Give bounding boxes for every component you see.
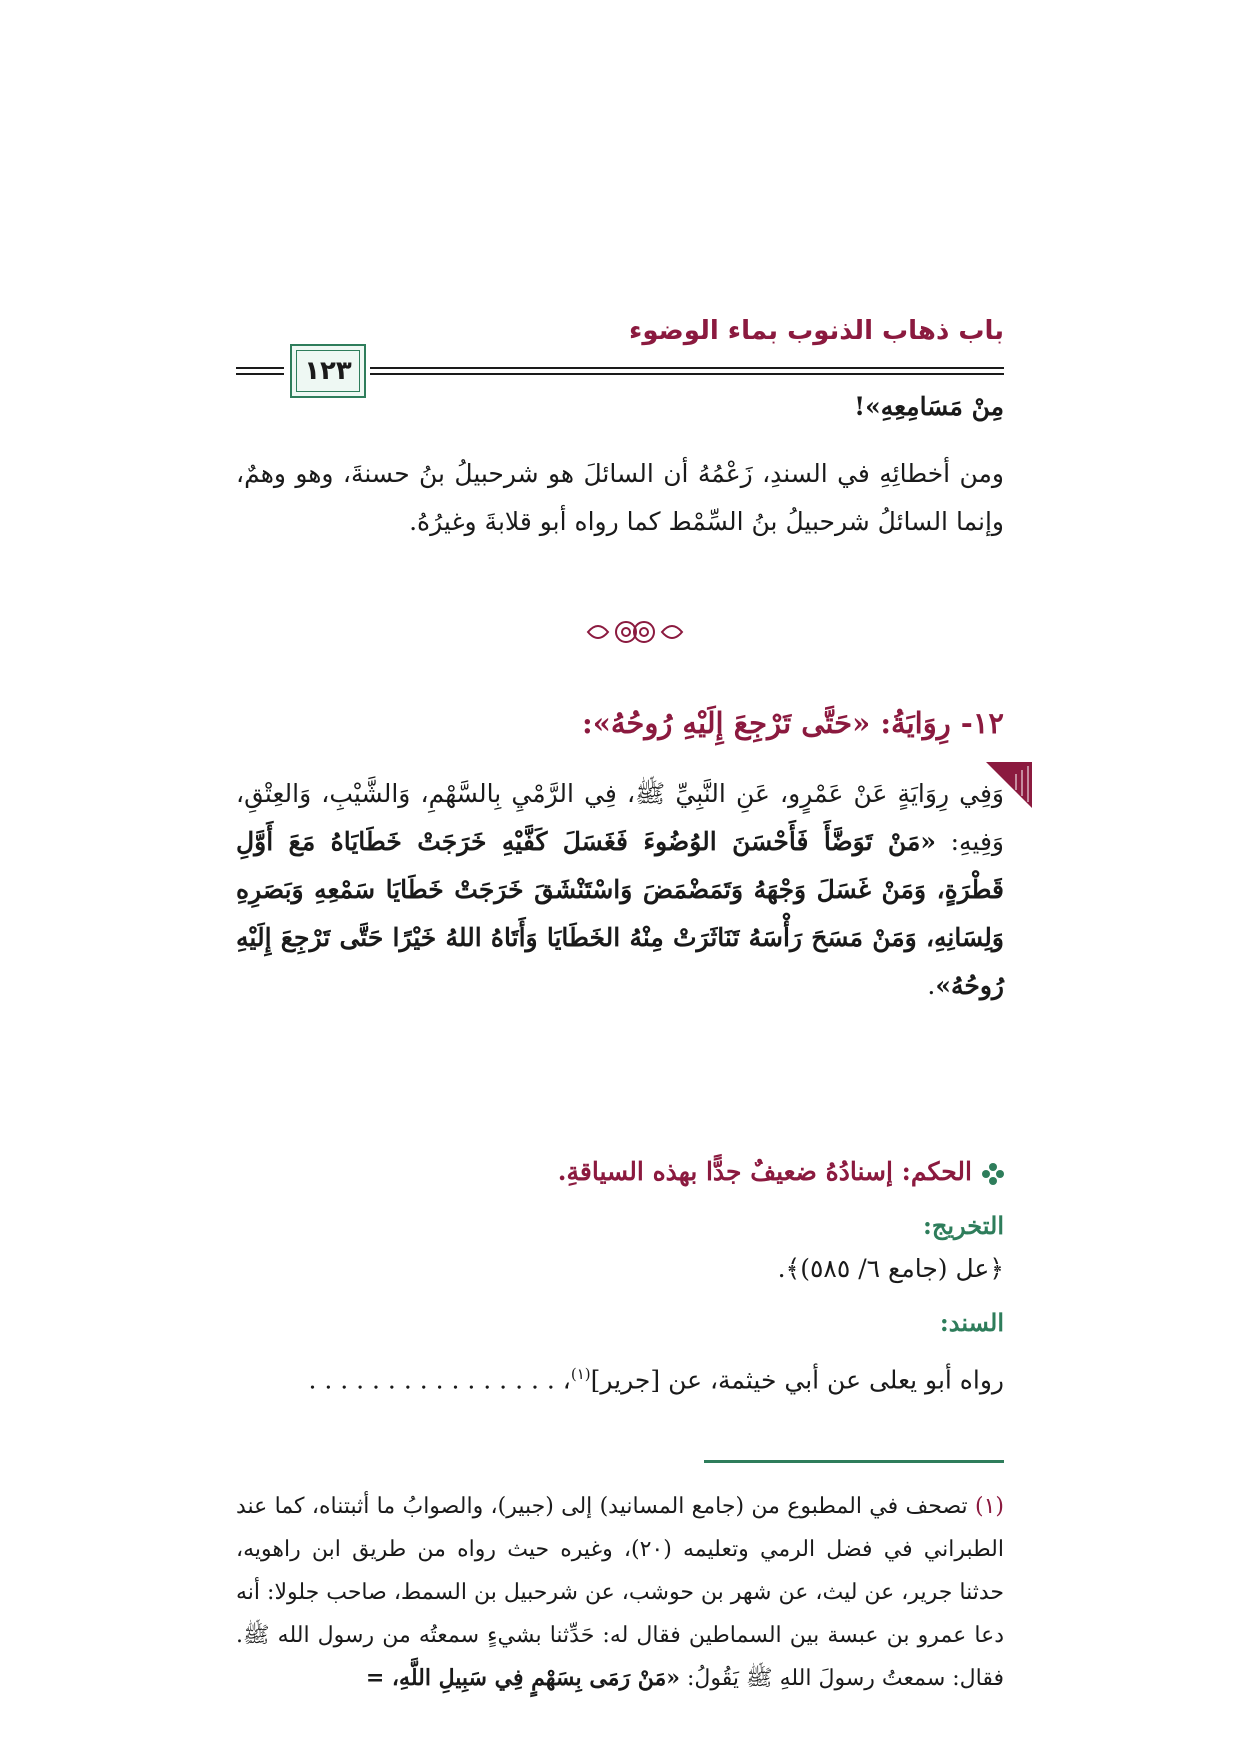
sanad-label: السند: (939, 1308, 1004, 1337)
page-number: ١٢٣ (304, 356, 352, 386)
takhrij-text: ﴿عل (جامع ٦/ ٥٨٥)﴾. (777, 1254, 1004, 1283)
sanad-dots: ، . . . . . . . . . . . . . . . . (308, 1365, 571, 1395)
hadith-quote (236, 770, 1004, 1010)
ornament-divider-icon (580, 612, 690, 652)
footnote-ref[interactable]: (١) (570, 1365, 591, 1383)
header-rule-right (370, 367, 1004, 377)
section-heading: ١٢- رِوَايَةُ: «حَتَّى تَرْجِعَ إِلَيْهِ رُوحُهُ»: (582, 706, 1004, 740)
quote-intro: وَفِي رِوَايَةٍ عَنْ عَمْرٍو، عَنِ النَّبِيِّ ﷺ، فِي الرَّمْيِ بِالسَّهْمِ، وَالشَّيْبِ، وَالعِتْقِ، وَفِيهِ: (236, 779, 1004, 856)
quote-matn: «مَنْ تَوَضَّأَ فَأَحْسَنَ الوُضُوءَ فَغَسَلَ كَفَّيْهِ خَرَجَتْ خَطَايَاهُ مَعَ أَوَّلِ قَطْرَةٍ، وَمَنْ غَسَلَ وَجْهَهُ وَتَمَضْمَضَ وَاسْتَنْشَقَ خَرَجَتْ خَطَايَا سَمْعِهِ وَبَصَرِهِ وَلِسَانِهِ، وَمَنْ مَسَحَ رَأْسَهُ تَنَاثَرَتْ مِنْهُ الخَطَايَا وَأَتَاهُ اللهُ خَيْرًا حَتَّى تَرْجِعَ إِلَيْهِ رُوحُهُ» (236, 827, 1004, 1000)
ruling-line (558, 1157, 1004, 1186)
sanad-text: رواه أبو يعلى عن أبي خيثمة، عن [جرير] (590, 1365, 1004, 1395)
footnote-quote: «مَنْ رَمَى بِسَهْمٍ فِي سَبِيلِ اللَّهِ، = (365, 1665, 681, 1691)
ruling-label: الحكم: (901, 1157, 972, 1186)
footnote-separator (704, 1460, 1004, 1463)
footnote-number: (١) (974, 1494, 1004, 1519)
ruling-text: إسنادُهُ ضعيفٌ جدًّا بهذه السياقةِ. (557, 1157, 893, 1186)
continuation-line: مِنْ مَسَامِعِهِ»! (854, 392, 1004, 421)
header-rule-left (236, 367, 284, 377)
flower-icon (982, 1163, 1004, 1185)
footnote-text: تصحف في المطبوع من (جامع المسانيد) إلى (جبير)، والصوابُ ما أثبتناه، كما عند الطبراني في فضل الرمي وتعليمه (٢٠)، وغيره حيث رواه من طريق ابن راهويه، حدثنا جرير، عن ليث، عن شهر بن حوشب، عن شرحبيل بن السمط، صاحب جلولا: أنه دعا عمرو بن عبسة بين السماطين فقال له: حَدِّثنا بشيءٍ سمعتُه من رسول الله ﷺ. فقال: سمعتُ رسولَ اللهِ ﷺ يَقُولُ: (236, 1494, 1004, 1691)
chapter-title: باب ذهاب الذنوب بماء الوضوء (629, 316, 1004, 346)
footnote (236, 1485, 1004, 1700)
quote-end: . (927, 971, 936, 1000)
paragraph-error-note: ومن أخطائِهِ في السندِ، زَعْمُهُ أن السائلَ هو شرحبيلُ بنُ حسنةَ، وهو وهمٌ، وإنما السائلُ شرحبيلُ بنُ السِّمْط كما رواه أبو قلابةَ وغيرُهُ. (236, 459, 1004, 536)
sanad-line (236, 1350, 1004, 1404)
takhrij-label: التخريج: (923, 1211, 1004, 1240)
